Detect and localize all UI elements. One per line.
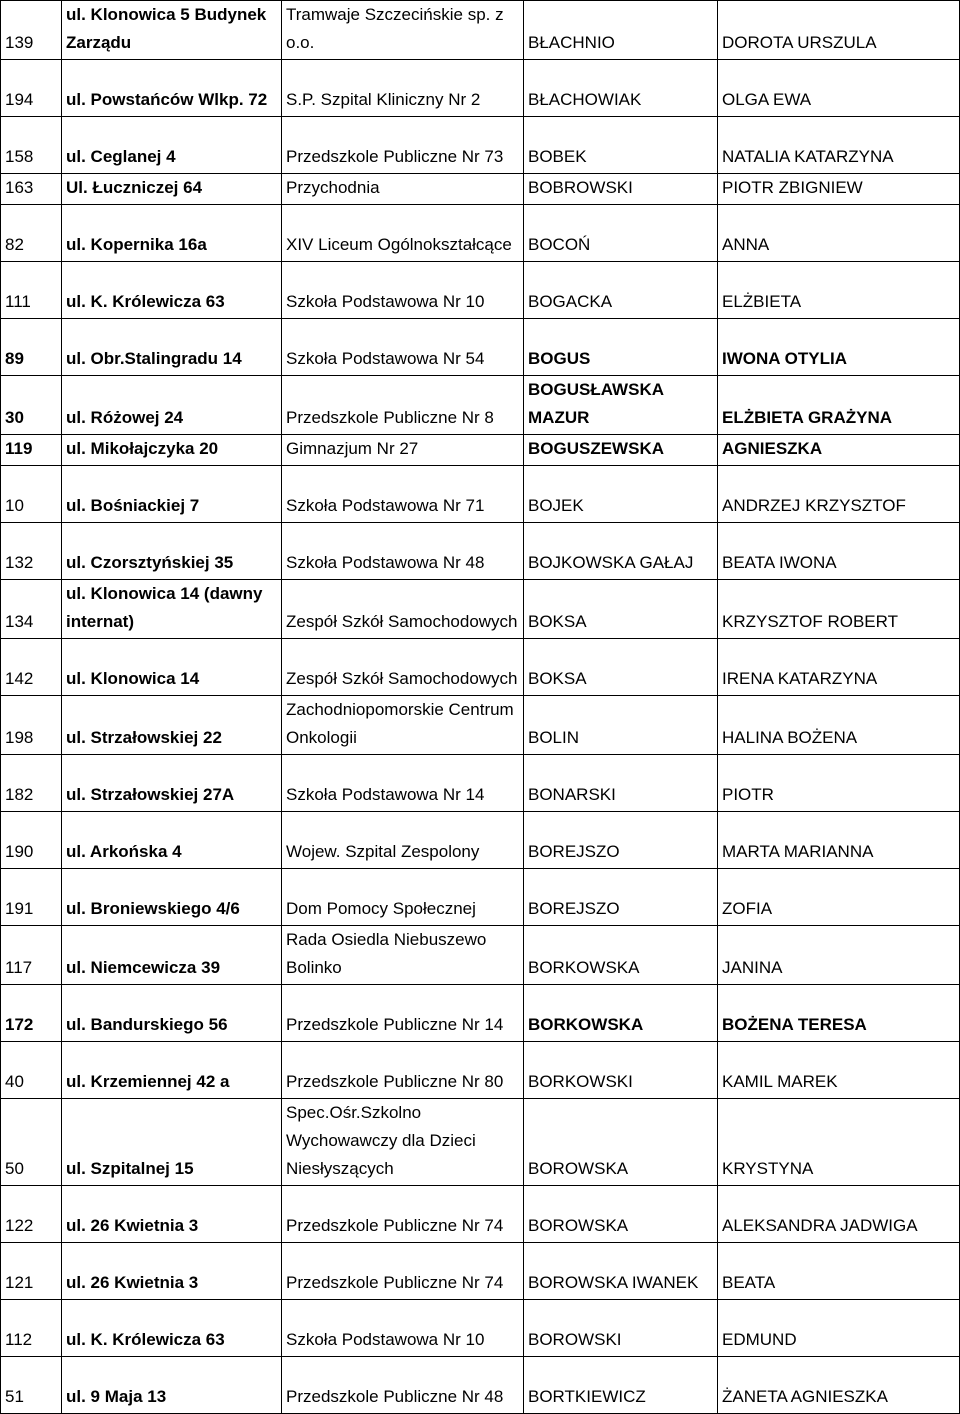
surname-cell: BORKOWSKA bbox=[524, 926, 718, 985]
institution-cell: Przedszkole Publiczne Nr 80 bbox=[282, 1042, 524, 1099]
surname-cell: BORTKIEWICZ bbox=[524, 1357, 718, 1414]
address-cell: ul. Kopernika 16a bbox=[62, 205, 282, 262]
institution-cell: Przedszkole Publiczne Nr 74 bbox=[282, 1186, 524, 1243]
institution-cell: Szkoła Podstawowa Nr 10 bbox=[282, 262, 524, 319]
record-id-cell: 30 bbox=[1, 376, 62, 435]
surname-cell: BOJEK bbox=[524, 466, 718, 523]
institution-cell: Wojew. Szpital Zespolony bbox=[282, 812, 524, 869]
institution-cell: XIV Liceum Ogólnokształcące bbox=[282, 205, 524, 262]
table-row bbox=[1, 1243, 960, 1300]
record-id-cell: 50 bbox=[1, 1099, 62, 1186]
table-row bbox=[1, 869, 960, 926]
address-cell: ul. Strzałowskiej 27A bbox=[62, 755, 282, 812]
table-row bbox=[1, 1357, 960, 1414]
table-row bbox=[1, 466, 960, 523]
table-row bbox=[1, 1186, 960, 1243]
first-names-cell: ANNA bbox=[718, 205, 960, 262]
address-cell: ul. Czorsztyńskiej 35 bbox=[62, 523, 282, 580]
first-names-cell: KAMIL MAREK bbox=[718, 1042, 960, 1099]
first-names-cell: BOŻENA TERESA bbox=[718, 985, 960, 1042]
record-id-cell: 51 bbox=[1, 1357, 62, 1414]
address-cell: ul. Powstańców Wlkp. 72 bbox=[62, 60, 282, 117]
surname-cell: BOREJSZO bbox=[524, 869, 718, 926]
institution-cell: Szkoła Podstawowa Nr 10 bbox=[282, 1300, 524, 1357]
first-names-cell: ELŻBIETA bbox=[718, 262, 960, 319]
address-cell: ul. Ceglanej 4 bbox=[62, 117, 282, 174]
institution-cell: Tramwaje Szczecińskie sp. z o.o. bbox=[282, 1, 524, 60]
address-cell: ul. Bandurskiego 56 bbox=[62, 985, 282, 1042]
institution-cell: Szkoła Podstawowa Nr 14 bbox=[282, 755, 524, 812]
first-names-cell: ŻANETA AGNIESZKA bbox=[718, 1357, 960, 1414]
address-cell: ul. Klonowica 14 (dawny internat) bbox=[62, 580, 282, 639]
surname-cell: BORKOWSKI bbox=[524, 1042, 718, 1099]
address-cell: ul. Niemcewicza 39 bbox=[62, 926, 282, 985]
institution-cell: Spec.Ośr.Szkolno Wychowawczy dla Dzieci Niesłyszących bbox=[282, 1099, 524, 1186]
first-names-cell: PIOTR bbox=[718, 755, 960, 812]
record-id-cell: 182 bbox=[1, 755, 62, 812]
table-row bbox=[1, 319, 960, 376]
record-id-cell: 158 bbox=[1, 117, 62, 174]
table-row bbox=[1, 926, 960, 985]
institution-cell: Przedszkole Publiczne Nr 8 bbox=[282, 376, 524, 435]
address-cell: ul. Obr.Stalingradu 14 bbox=[62, 319, 282, 376]
table-row bbox=[1, 812, 960, 869]
institution-cell: Szkoła Podstawowa Nr 71 bbox=[282, 466, 524, 523]
first-names-cell: ANDRZEJ KRZYSZTOF bbox=[718, 466, 960, 523]
surname-cell: BOGACKA bbox=[524, 262, 718, 319]
institution-cell: Zespół Szkół Samochodowych bbox=[282, 639, 524, 696]
table-row bbox=[1, 1, 960, 60]
institution-cell: Gimnazjum Nr 27 bbox=[282, 435, 524, 466]
institution-cell: Rada Osiedla Niebuszewo Bolinko bbox=[282, 926, 524, 985]
address-cell: ul. Krzemiennej 42 a bbox=[62, 1042, 282, 1099]
address-cell: ul. Bośniackiej 7 bbox=[62, 466, 282, 523]
table-row bbox=[1, 523, 960, 580]
record-id-cell: 132 bbox=[1, 523, 62, 580]
surname-cell: BONARSKI bbox=[524, 755, 718, 812]
record-id-cell: 10 bbox=[1, 466, 62, 523]
registry-table-body bbox=[1, 1, 960, 1414]
institution-cell: Przychodnia bbox=[282, 174, 524, 205]
surname-cell: BOJKOWSKA GAŁAJ bbox=[524, 523, 718, 580]
institution-cell: Przedszkole Publiczne Nr 48 bbox=[282, 1357, 524, 1414]
surname-cell: BOROWSKA bbox=[524, 1186, 718, 1243]
address-cell: ul. K. Królewicza 63 bbox=[62, 262, 282, 319]
first-names-cell: IRENA KATARZYNA bbox=[718, 639, 960, 696]
table-row bbox=[1, 580, 960, 639]
first-names-cell: BEATA IWONA bbox=[718, 523, 960, 580]
first-names-cell: ZOFIA bbox=[718, 869, 960, 926]
table-row bbox=[1, 1300, 960, 1357]
table-row bbox=[1, 117, 960, 174]
surname-cell: BOROWSKI bbox=[524, 1300, 718, 1357]
record-id-cell: 117 bbox=[1, 926, 62, 985]
institution-cell: Przedszkole Publiczne Nr 73 bbox=[282, 117, 524, 174]
record-id-cell: 194 bbox=[1, 60, 62, 117]
record-id-cell: 82 bbox=[1, 205, 62, 262]
table-row bbox=[1, 755, 960, 812]
first-names-cell: PIOTR ZBIGNIEW bbox=[718, 174, 960, 205]
table-row bbox=[1, 376, 960, 435]
institution-cell: S.P. Szpital Kliniczny Nr 2 bbox=[282, 60, 524, 117]
first-names-cell: NATALIA KATARZYNA bbox=[718, 117, 960, 174]
first-names-cell: EDMUND bbox=[718, 1300, 960, 1357]
address-cell: ul. 9 Maja 13 bbox=[62, 1357, 282, 1414]
record-id-cell: 122 bbox=[1, 1186, 62, 1243]
surname-cell: BOGUSŁAWSKA MAZUR bbox=[524, 376, 718, 435]
surname-cell: BOBROWSKI bbox=[524, 174, 718, 205]
first-names-cell: ELŻBIETA GRAŻYNA bbox=[718, 376, 960, 435]
surname-cell: BŁACHNIO bbox=[524, 1, 718, 60]
surname-cell: BOROWSKA IWANEK bbox=[524, 1243, 718, 1300]
record-id-cell: 111 bbox=[1, 262, 62, 319]
address-cell: ul. Arkońska 4 bbox=[62, 812, 282, 869]
address-cell: ul. 26 Kwietnia 3 bbox=[62, 1243, 282, 1300]
table-row bbox=[1, 985, 960, 1042]
institution-cell: Zachodniopomorskie Centrum Onkologii bbox=[282, 696, 524, 755]
record-id-cell: 172 bbox=[1, 985, 62, 1042]
address-cell: ul. Klonowica 14 bbox=[62, 639, 282, 696]
record-id-cell: 119 bbox=[1, 435, 62, 466]
address-cell: ul. Szpitalnej 15 bbox=[62, 1099, 282, 1186]
first-names-cell: MARTA MARIANNA bbox=[718, 812, 960, 869]
table-row bbox=[1, 1042, 960, 1099]
record-id-cell: 190 bbox=[1, 812, 62, 869]
first-names-cell: AGNIESZKA bbox=[718, 435, 960, 466]
address-cell: ul. 26 Kwietnia 3 bbox=[62, 1186, 282, 1243]
record-id-cell: 198 bbox=[1, 696, 62, 755]
surname-cell: BOGUSZEWSKA bbox=[524, 435, 718, 466]
institution-cell: Szkoła Podstawowa Nr 48 bbox=[282, 523, 524, 580]
surname-cell: BORKOWSKA bbox=[524, 985, 718, 1042]
table-row bbox=[1, 435, 960, 466]
record-id-cell: 121 bbox=[1, 1243, 62, 1300]
institution-cell: Szkoła Podstawowa Nr 54 bbox=[282, 319, 524, 376]
record-id-cell: 191 bbox=[1, 869, 62, 926]
institution-cell: Zespół Szkół Samochodowych bbox=[282, 580, 524, 639]
record-id-cell: 142 bbox=[1, 639, 62, 696]
address-cell: ul. Różowej 24 bbox=[62, 376, 282, 435]
address-cell: ul. Broniewskiego 4/6 bbox=[62, 869, 282, 926]
table-row bbox=[1, 60, 960, 117]
table-row bbox=[1, 1099, 960, 1186]
institution-cell: Dom Pomocy Społecznej bbox=[282, 869, 524, 926]
institution-cell: Przedszkole Publiczne Nr 74 bbox=[282, 1243, 524, 1300]
table-row bbox=[1, 174, 960, 205]
table-row bbox=[1, 205, 960, 262]
surname-cell: BOKSA bbox=[524, 580, 718, 639]
surname-cell: BOGUS bbox=[524, 319, 718, 376]
surname-cell: BOREJSZO bbox=[524, 812, 718, 869]
first-names-cell: BEATA bbox=[718, 1243, 960, 1300]
table-row bbox=[1, 696, 960, 755]
surname-cell: BOBEK bbox=[524, 117, 718, 174]
record-id-cell: 40 bbox=[1, 1042, 62, 1099]
record-id-cell: 112 bbox=[1, 1300, 62, 1357]
table-row bbox=[1, 639, 960, 696]
first-names-cell: DOROTA URSZULA bbox=[718, 1, 960, 60]
table-row bbox=[1, 262, 960, 319]
institution-cell: Przedszkole Publiczne Nr 14 bbox=[282, 985, 524, 1042]
surname-cell: BOROWSKA bbox=[524, 1099, 718, 1186]
record-id-cell: 89 bbox=[1, 319, 62, 376]
address-cell: Ul. Łuczniczej 64 bbox=[62, 174, 282, 205]
first-names-cell: IWONA OTYLIA bbox=[718, 319, 960, 376]
record-id-cell: 139 bbox=[1, 1, 62, 60]
record-id-cell: 163 bbox=[1, 174, 62, 205]
address-cell: ul. K. Królewicza 63 bbox=[62, 1300, 282, 1357]
first-names-cell: OLGA EWA bbox=[718, 60, 960, 117]
surname-cell: BŁACHOWIAK bbox=[524, 60, 718, 117]
address-cell: ul. Klonowica 5 Budynek Zarządu bbox=[62, 1, 282, 60]
record-id-cell: 134 bbox=[1, 580, 62, 639]
first-names-cell: KRZYSZTOF ROBERT bbox=[718, 580, 960, 639]
surname-cell: BOKSA bbox=[524, 639, 718, 696]
first-names-cell: HALINA BOŻENA bbox=[718, 696, 960, 755]
first-names-cell: ALEKSANDRA JADWIGA bbox=[718, 1186, 960, 1243]
first-names-cell: KRYSTYNA bbox=[718, 1099, 960, 1186]
surname-cell: BOCOŃ bbox=[524, 205, 718, 262]
first-names-cell: JANINA bbox=[718, 926, 960, 985]
address-cell: ul. Mikołajczyka 20 bbox=[62, 435, 282, 466]
address-cell: ul. Strzałowskiej 22 bbox=[62, 696, 282, 755]
surname-cell: BOLIN bbox=[524, 696, 718, 755]
